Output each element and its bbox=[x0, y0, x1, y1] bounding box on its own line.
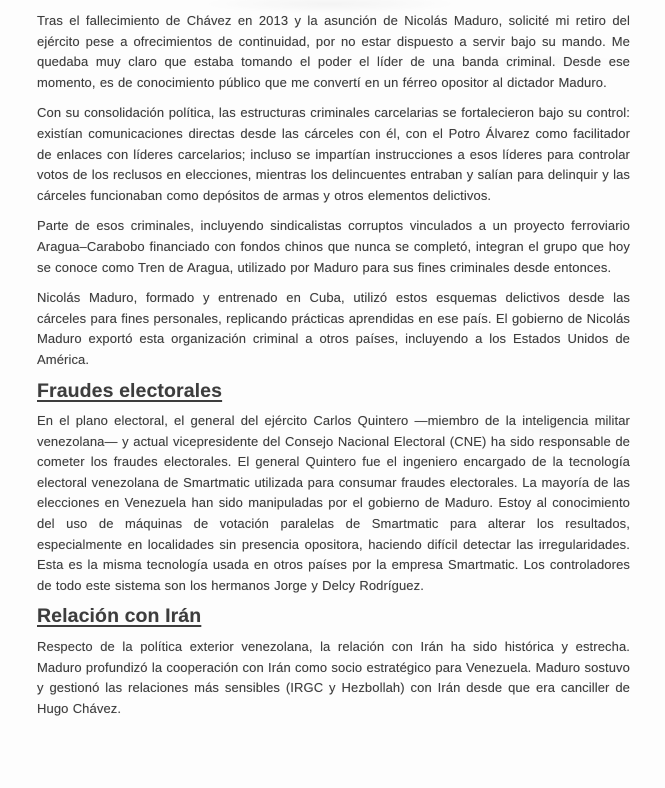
paragraph-prison-structures: Con su consolidación política, las estructuras criminales carcelarias se fortalecieron bajo su control: existían comunicaciones directas desde las cárceles con él, con el Potro Álvarez como facilitador de enlaces con líderes carcelarios; incluso se impartían instrucciones a esos líderes para controlar votos de los reclusos en elecciones, mientras los delincuentes entraban y salían para delinquir y las cárceles funcionaban como depósitos de armas y otros elementos delictivos. bbox=[37, 105, 630, 203]
paragraph-iran-relations: Respecto de la política exterior venezolana, la relación con Irán ha sido histórica y estrecha. Maduro profundizó la cooperación con Irán como socio estratégico para Venezuela. Maduro sostuvo y gestionó las relaciones más sensibles (IRGC y Hezbollah) con Irán desde que era canciller de Hugo Chávez. bbox=[37, 639, 630, 716]
section-heading-relacion-con-iran: Relación con Irán bbox=[37, 605, 202, 628]
section-heading-fraudes-electorales: Fraudes electorales bbox=[37, 379, 223, 402]
paragraph-electoral-fraud: En el plano electoral, el general del ejército Carlos Quintero —miembro de la inteligencia militar venezolana— y actual vicepresidente del Consejo Nacional Electoral (CNE) ha sido responsable de cometer los fraudes electorales. El general Quintero fue el ingeniero encargado de la tecnología electoral venezolana de Smartmatic utilizada para consumar fraudes electorales. La mayoría de las elecciones en Venezuela han sido manipuladas por el gobierno de Maduro. Estoy al conocimiento del uso de máquinas de votación paralelas de Smartmatic para alterar los resultados, especialmente en localidades sin presencia opositora, haciendo difícil detectar las irregularidades. Esta es la misma tecnología usada en otros países por la empresa Smartmatic. Los controladores de todo este sistema son los hermanos Jorge y Delcy Rodríguez. bbox=[37, 413, 630, 593]
paragraph-cuba-training: Nicolás Maduro, formado y entrenado en Cuba, utilizó estos esquemas delictivos desde las cárceles para fines personales, replicando prácticas aprendidas en ese país. El gobierno de Nicolás Maduro exportó esta organización criminal a otros países, incluyendo a los Estados Unidos de América. bbox=[37, 290, 630, 367]
paragraph-tren-de-aragua: Parte de esos criminales, incluyendo sindicalistas corruptos vinculados a un proyecto ferroviario Aragua–Carabobo financiado con fondos chinos que nunca se completó, integran el grupo que hoy se conoce como Tren de Aragua, utilizado por Maduro para sus fines criminales desde entonces. bbox=[37, 218, 630, 275]
paragraph-maduro-opposition: Tras el fallecimiento de Chávez en 2013 y la asunción de Nicolás Maduro, solicité mi retiro del ejército pese a ofrecimientos de continuidad, por no estar dispuesto a servir bajo su mando. Me quedaba muy claro que estaba tomando el poder el líder de una banda criminal. Desde ese momento, es de conocimiento público que me convertí en un férreo opositor al dictador Maduro. bbox=[37, 13, 630, 90]
